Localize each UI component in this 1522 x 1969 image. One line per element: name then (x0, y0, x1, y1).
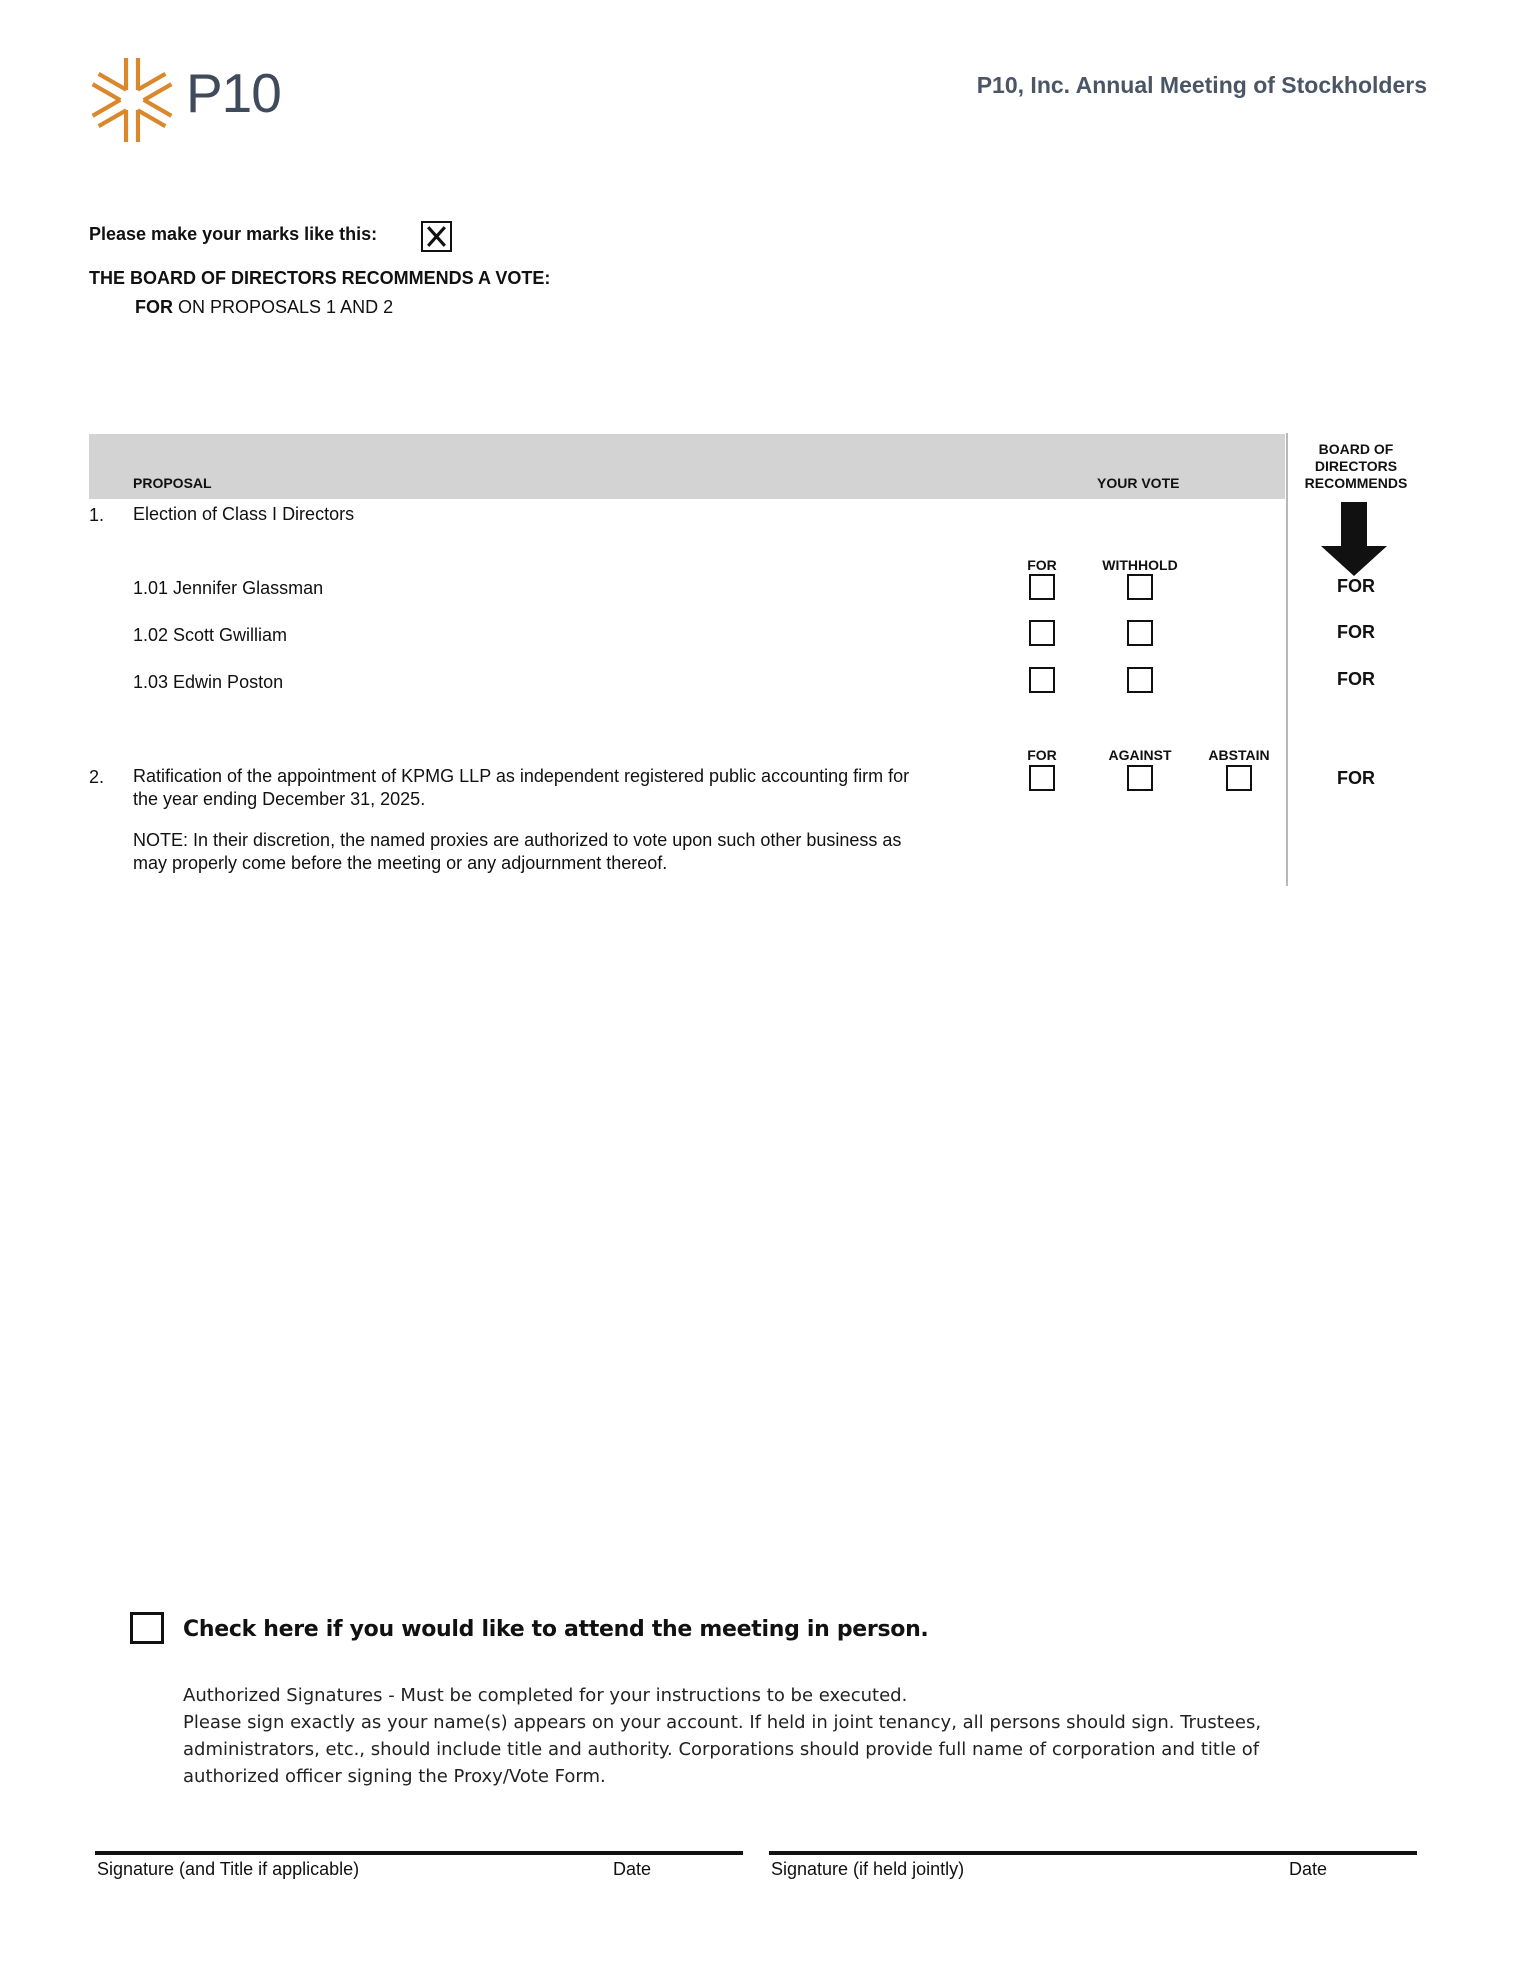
recommend-proposals-text: ON PROPOSALS 1 AND 2 (178, 297, 394, 317)
nominee-1-01-withhold-checkbox[interactable] (1127, 574, 1153, 600)
proposal-1-number: 1. (89, 505, 105, 525)
signature-2-label: Signature (if held jointly) (771, 1859, 965, 1879)
your-vote-column-header: YOUR VOTE (1097, 475, 1180, 491)
nominee-1-03-for-checkbox[interactable] (1029, 667, 1055, 693)
proposal-2-against-label: AGAINST (1108, 747, 1172, 763)
proxy-note-line-1: NOTE: In their discretion, the named proxies are authorized to vote upon such other business as (133, 830, 902, 850)
board-recommendation-line (135, 297, 393, 318)
down-arrow-icon (1321, 502, 1387, 576)
nominee-1-03-recommendation: FOR (1337, 669, 1375, 689)
proposal-2-for-label: FOR (1027, 747, 1057, 763)
nominee-1-02-withhold-checkbox[interactable] (1127, 620, 1153, 646)
nominee-1-01-for-checkbox[interactable] (1029, 574, 1055, 600)
nominee-1-03-withhold-checkbox[interactable] (1127, 667, 1153, 693)
table-divider (1286, 433, 1288, 886)
proposal-2-abstain-label: ABSTAIN (1208, 747, 1270, 763)
board-recommendation-heading: THE BOARD OF DIRECTORS RECOMMENDS A VOTE: (89, 268, 551, 288)
nominee-1-01-recommendation: FOR (1337, 576, 1375, 596)
date-1-label: Date (613, 1859, 652, 1879)
authorization-line-1: Authorized Signatures - Must be completed for your instructions to be executed. (183, 1685, 908, 1706)
p10-logo-icon (86, 54, 178, 146)
logo-wordmark: P10 (186, 62, 281, 124)
signature-1-label: Signature (and Title if applicable) (97, 1859, 360, 1879)
nominee-1-03-name: 1.03 Edwin Poston (133, 672, 284, 692)
authorization-line-3: administrators, etc., should include title and authority. Corporations should provide full name of corporation and title of (183, 1739, 1260, 1760)
authorization-text (183, 1682, 1333, 1790)
nominee-1-01-name: 1.01 Jennifer Glassman (133, 578, 324, 598)
proposal-2-text-line-1: Ratification of the appointment of KPMG LLP as independent registered public accounting firm for (133, 766, 910, 786)
proposal-2-text-line-2: the year ending December 31, 2025. (133, 789, 426, 809)
signature-line-2[interactable] (769, 1851, 1417, 1855)
proposal-2-for-checkbox[interactable] (1029, 765, 1055, 791)
proxy-note (133, 829, 1013, 875)
proposal-2-text (133, 765, 1003, 811)
signature-line-1[interactable] (95, 1851, 743, 1855)
attend-meeting-checkbox[interactable] (130, 1612, 164, 1644)
authorization-line-2: Please sign exactly as your name(s) appears on your account. If held in joint tenancy, all persons should sign. Trustees, (183, 1712, 1262, 1733)
proposal-2-against-checkbox[interactable] (1127, 765, 1153, 791)
recommend-for-word: FOR (135, 297, 173, 317)
proposal-1-withhold-label: WITHHOLD (1102, 557, 1178, 573)
attend-meeting-label: Check here if you would like to attend the meeting in person. (183, 1617, 929, 1642)
date-2-label: Date (1289, 1859, 1328, 1879)
proposal-1-title: Election of Class I Directors (133, 504, 355, 524)
proposal-2-number: 2. (89, 767, 105, 787)
nominee-1-02-name: 1.02 Scott Gwilliam (133, 625, 288, 645)
marks-instruction: Please make your marks like this: (89, 224, 378, 244)
proposal-2-recommendation: FOR (1337, 768, 1375, 788)
proposal-2-abstain-checkbox[interactable] (1226, 765, 1252, 791)
board-recommends-header: BOARD OF DIRECTORS RECOMMENDS (1304, 441, 1408, 491)
nominee-1-02-recommendation: FOR (1337, 622, 1375, 642)
nominee-1-02-for-checkbox[interactable] (1029, 620, 1055, 646)
document-title: P10, Inc. Annual Meeting of Stockholders (976, 72, 1427, 98)
proxy-note-line-2: may properly come before the meeting or any adjournment thereof. (133, 853, 668, 873)
proposal-column-header: PROPOSAL (133, 475, 212, 491)
sample-x-mark-icon (421, 221, 452, 252)
proposal-1-for-label: FOR (1027, 557, 1057, 573)
authorization-line-4: authorized officer signing the Proxy/Vote Form. (183, 1766, 606, 1787)
